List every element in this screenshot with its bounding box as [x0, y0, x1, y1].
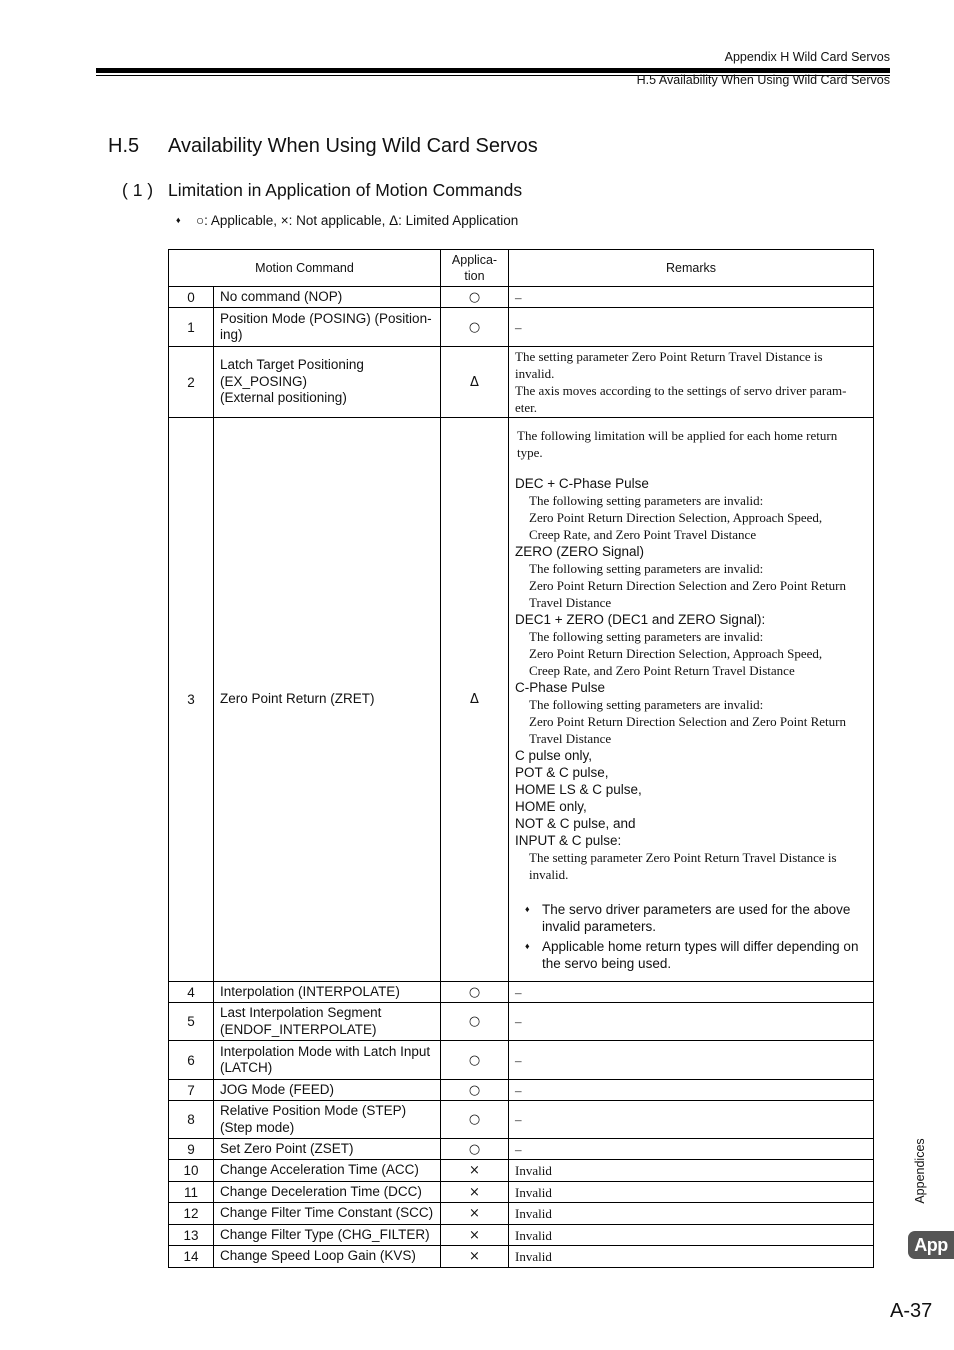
section-title-text: Availability When Using Wild Card Servos — [168, 135, 538, 157]
table-row — [169, 1246, 874, 1268]
command-name: Last Interpolation Segment (ENDOF_INTERPOLATE) — [214, 1003, 441, 1041]
command-name: Change Acceleration Time (ACC) — [214, 1160, 441, 1182]
application-mark: Δ — [441, 347, 509, 418]
table-row — [169, 287, 874, 308]
side-tab — [908, 1140, 932, 1210]
table-row — [169, 1225, 874, 1246]
remarks: – — [509, 1101, 874, 1139]
header-motion-command: Motion Command — [169, 250, 441, 287]
application-mark: ○ — [441, 1041, 509, 1080]
remarks: – — [509, 1080, 874, 1101]
legend-text: ○: Applicable, ×: Not applicable, Δ: Limited Application — [196, 213, 519, 228]
remarks: Invalid — [509, 1160, 874, 1182]
remarks: – — [509, 982, 874, 1003]
home-type-detail: The following setting parameters are invalid: Zero Point Return Direction Selection and Zero Point Return Travel Distance — [529, 560, 846, 610]
table-row — [169, 1080, 874, 1101]
header-remarks: Remarks — [509, 250, 874, 287]
note-item — [515, 938, 867, 972]
zret-notes — [515, 901, 867, 972]
application-mark: ○ — [441, 1139, 509, 1160]
command-name: Interpolation Mode with Latch Input (LATCH) — [214, 1041, 441, 1080]
application-mark: ○ — [441, 308, 509, 347]
section-number: H.5 — [108, 135, 140, 157]
table-row — [169, 308, 874, 347]
command-name: Set Zero Point (ZSET) — [214, 1139, 441, 1160]
page-number: A-37 — [890, 1300, 933, 1322]
application-mark: ○ — [441, 982, 509, 1003]
table-row — [169, 1139, 874, 1160]
row-number: 12 — [169, 1203, 214, 1225]
table-row — [169, 1182, 874, 1203]
command-name: Change Deceleration Time (DCC) — [214, 1182, 441, 1203]
remarks: The setting parameter Zero Point Return Travel Distance is invalid. The axis moves according to the settings of servo driver param- eter. — [509, 347, 874, 418]
note-item — [515, 901, 867, 935]
application-mark: × — [441, 1225, 509, 1246]
subsection-title-text: Limitation in Application of Motion Commands — [168, 180, 523, 200]
command-name: Change Filter Type (CHG_FILTER) — [214, 1225, 441, 1246]
home-type-detail: The following setting parameters are invalid: Zero Point Return Direction Selection and Zero Point Return Travel Distance — [529, 696, 846, 746]
appendix-badge: App — [908, 1231, 954, 1259]
table-header-row — [169, 250, 874, 287]
home-type-detail: The following setting parameters are invalid: Zero Point Return Direction Selection, Approach Speed, Creep Rate, and Zero Point Return Travel Distance — [529, 628, 823, 678]
application-mark: ○ — [441, 1101, 509, 1139]
command-name: Latch Target Positioning (EX_POSING) (External positioning) — [214, 347, 441, 418]
command-name: JOG Mode (FEED) — [214, 1080, 441, 1101]
row-number: 0 — [169, 287, 214, 308]
row-number: 5 — [169, 1003, 214, 1041]
application-mark: ○ — [441, 287, 509, 308]
command-name: Position Mode (POSING) (Position- ing) — [214, 308, 441, 347]
subsection-title — [122, 180, 522, 201]
application-mark: × — [441, 1246, 509, 1268]
home-type-detail: The setting parameter Zero Point Return Travel Distance is invalid. — [529, 849, 837, 882]
row-number: 6 — [169, 1041, 214, 1080]
motion-command-table — [168, 249, 874, 1268]
row-number: 1 — [169, 308, 214, 347]
application-mark: × — [441, 1203, 509, 1225]
table-row — [169, 1160, 874, 1182]
table-row — [169, 1203, 874, 1225]
table-row — [169, 1101, 874, 1139]
row-number: 4 — [169, 982, 214, 1003]
row-number: 8 — [169, 1101, 214, 1139]
remarks: Invalid — [509, 1225, 874, 1246]
remarks: Invalid — [509, 1182, 874, 1203]
home-type-heading: ZERO (ZERO Signal) — [515, 543, 645, 559]
command-name: Change Speed Loop Gain (KVS) — [214, 1246, 441, 1268]
row-number: 3 — [169, 418, 214, 982]
remarks: Invalid — [509, 1203, 874, 1225]
home-type-detail: The following setting parameters are invalid: Zero Point Return Direction Selection, Approach Speed, Creep Rate, and Zero Point Travel Distance — [529, 492, 823, 542]
remarks: – — [509, 287, 874, 308]
table-row — [169, 1003, 874, 1041]
section-title — [108, 135, 538, 158]
application-mark: Δ — [441, 418, 509, 982]
running-header-section: H.5 Availability When Using Wild Card Servos — [636, 73, 890, 87]
application-mark: ○ — [441, 1080, 509, 1101]
remarks: – — [509, 1139, 874, 1160]
row-number: 14 — [169, 1246, 214, 1268]
table-row — [169, 1041, 874, 1080]
running-header-chapter: Appendix H Wild Card Servos — [724, 50, 890, 64]
row-number: 7 — [169, 1080, 214, 1101]
note-bullet: ♦ — [525, 903, 530, 914]
command-name: Interpolation (INTERPOLATE) — [214, 982, 441, 1003]
header-application: Applica- tion — [441, 250, 509, 287]
subsection-number: ( 1 ) — [122, 180, 154, 200]
note-text: Applicable home return types will differ depending on the servo being used. — [542, 938, 859, 971]
remarks: – — [509, 1003, 874, 1041]
legend — [176, 213, 518, 228]
application-mark: × — [441, 1160, 509, 1182]
row-number: 10 — [169, 1160, 214, 1182]
note-text: The servo driver parameters are used for the above invalid parameters. — [542, 901, 851, 934]
home-type-heading: C-Phase Pulse — [515, 679, 606, 695]
zret-remarks — [509, 418, 874, 982]
side-tab-label: Appendices — [913, 1138, 927, 1204]
row-number: 9 — [169, 1139, 214, 1160]
command-name: Change Filter Time Constant (SCC) — [214, 1203, 441, 1225]
command-name: Zero Point Return (ZRET) — [214, 418, 441, 982]
remarks: Invalid — [509, 1246, 874, 1268]
remarks: – — [509, 1041, 874, 1080]
application-mark: ○ — [441, 1003, 509, 1041]
zret-intro: The following limitation will be applied for each home return type. — [517, 427, 838, 460]
row-number: 13 — [169, 1225, 214, 1246]
table-row — [169, 418, 874, 982]
home-type-heading: DEC1 + ZERO (DEC1 and ZERO Signal): — [515, 611, 766, 627]
table-row — [169, 347, 874, 418]
command-name: Relative Position Mode (STEP) (Step mode) — [214, 1101, 441, 1139]
home-type-heading: DEC + C-Phase Pulse — [515, 475, 649, 491]
application-mark: × — [441, 1182, 509, 1203]
row-number: 2 — [169, 347, 214, 418]
table-body — [169, 287, 874, 1268]
note-bullet: ♦ — [525, 940, 530, 951]
legend-bullet: ♦ — [176, 215, 181, 225]
remarks: – — [509, 308, 874, 347]
table-row — [169, 982, 874, 1003]
home-type-heading: C pulse only, POT & C pulse, HOME LS & C pulse, HOME only, NOT & C pulse, and INPUT & C pulse: — [515, 747, 642, 848]
command-name: No command (NOP) — [214, 287, 441, 308]
row-number: 11 — [169, 1182, 214, 1203]
